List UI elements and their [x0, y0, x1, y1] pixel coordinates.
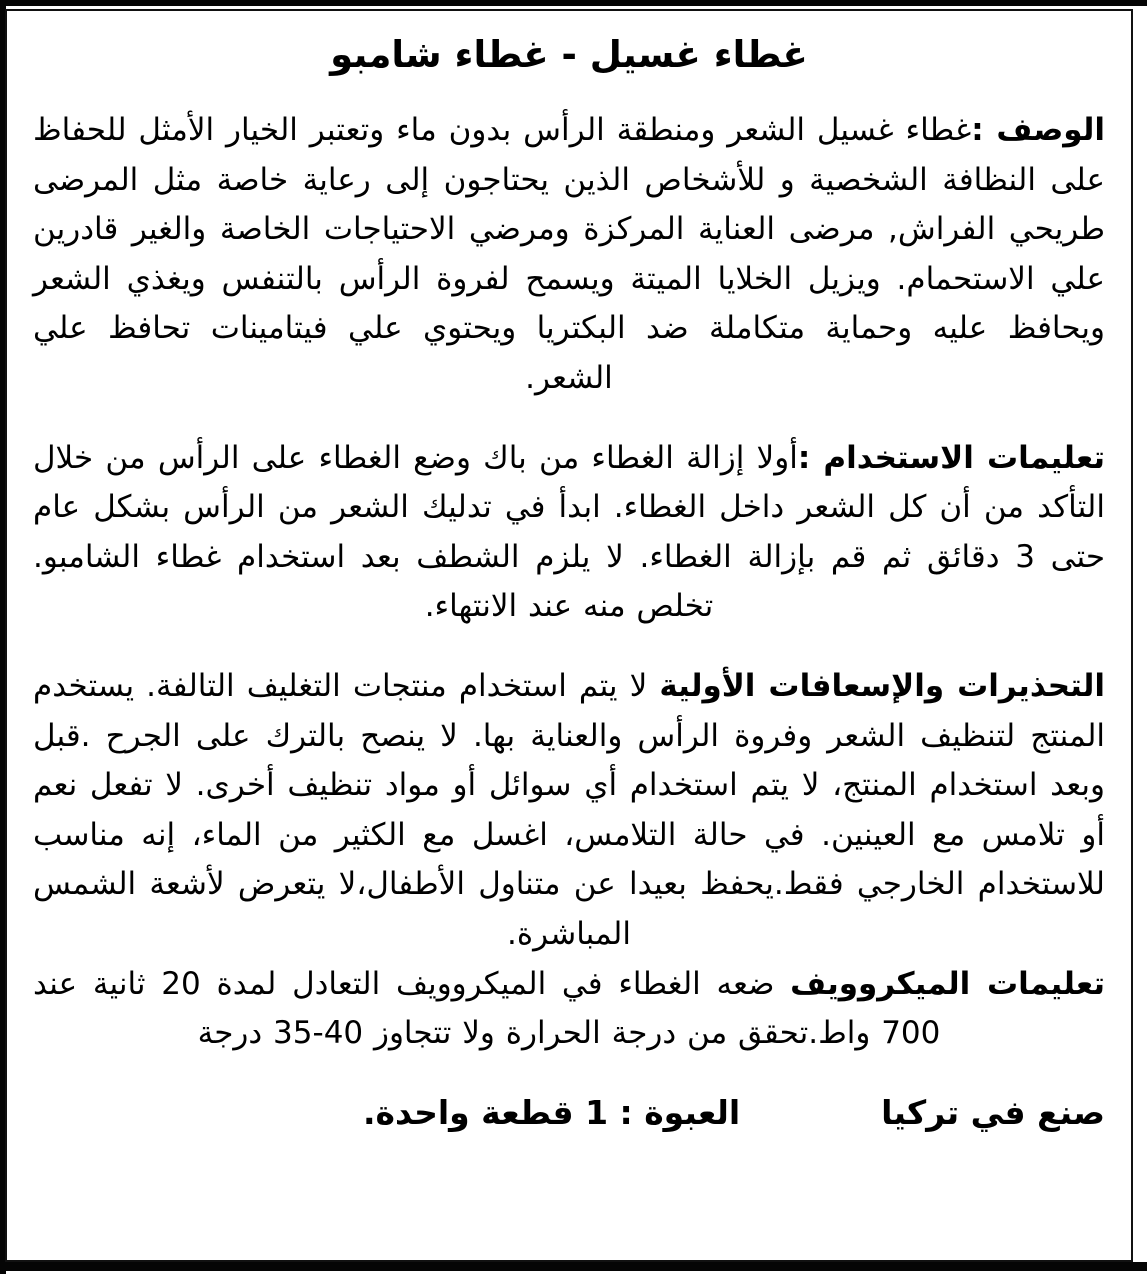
usage-instructions-heading: تعليمات الاستخدام :: [797, 439, 1105, 476]
warnings-text: لا يتم استخدام منتجات التغليف التالفة. يستخدم المنتج لتنظيف الشعر وفروة الرأس والعناية بها. لا ينصح بالترك على الجرح .قبل وبعد استخدام المنتج، لا يتم استخدام أي سوائل أو مواد تنظيف أخرى. لا تفعل نعم أو تلامس مع العينين. في حالة التلامس، اغسل مع الكثير من الماء، إنه مناسب للاستخدام الخارجي فقط.يحفظ بعيدا عن متناول الأطفال،لا يتعرض لأشعة الشمس المباشرة.: [33, 667, 1105, 952]
microwave-heading: تعليمات الميكروويف: [790, 965, 1105, 1002]
description-text: غطاء غسيل الشعر ومنطقة الرأس بدون ماء وتعتبر الخيار الأمثل للحفاظ على النظافة الشخصية و للأشخاص الذين يحتاجون إلى رعاية خاصة مثل المرضى طريحي الفراش, مرضى العناية المركزة ومرضي الاحتياجات الخاصة والغير قادرين علي الاستحمام. ويزيل الخلايا الميتة ويسمح لفروة الرأس بالتنفس ويغذي الشعر ويحافظ عليه وحماية متكاملة ضد البكتريا ويحتوي علي فيتامينات تحافظ علي الشعر.: [33, 112, 1105, 396]
description-heading: الوصف :: [971, 112, 1106, 148]
made-in-label: صنع في تركيا: [881, 1092, 1105, 1132]
border-bottom-bar: [0, 1262, 1147, 1271]
paragraph-description: [33, 106, 1105, 404]
usage-instructions-text: أولا إزالة الغطاء من باك وضع الغطاء على الرأس من خلال التأكد من أن كل الشعر داخل الغطاء. ابدأ في تدليك الشعر من الرأس بشكل عام حتى 3 دقائق ثم قم بإزالة الغطاء. لا يلزم الشطف بعد استخدام غطاء الشامبو. تخلص منه عند الانتهاء.: [33, 439, 1105, 625]
page-title: غطاء غسيل - غطاء شامبو: [330, 33, 808, 76]
paragraph-warnings-first-aid: [33, 662, 1105, 960]
paragraph-microwave-instructions: [33, 960, 1105, 1059]
border-top-bar: [0, 0, 1147, 6]
microwave-text: ضعه الغطاء في الميكروويف التعادل لمدة 20 ثانية عند 700 واط.تحقق من درجة الحرارة ولا تتجاوز 40-35 درجة: [33, 965, 941, 1052]
package-contents-label: العبوة : 1 قطعة واحدة.: [363, 1092, 741, 1132]
document-content: [7, 11, 1131, 1260]
warnings-heading: التحذيرات والإسعافات الأولية: [659, 667, 1105, 704]
footer-row: [33, 1093, 1105, 1132]
paragraph-usage-instructions: [33, 434, 1105, 632]
